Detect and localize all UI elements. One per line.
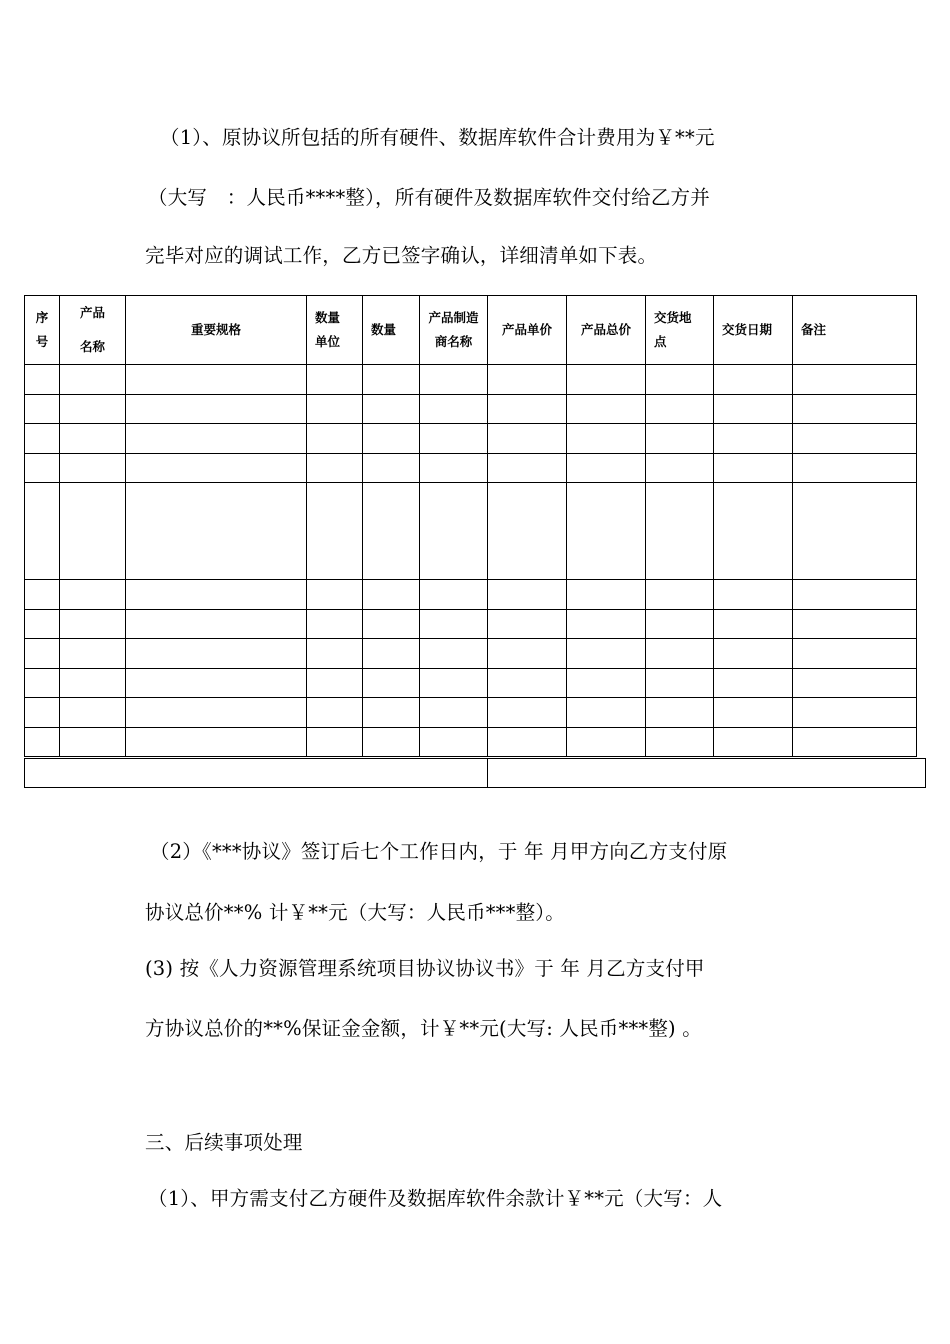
table-row [25,424,917,454]
header-main-spec: 重要规格 [126,296,307,365]
paragraph-1-line-3: 完毕对应的调试工作，乙方已签字确认，详细清单如下表。 [145,244,658,267]
product-list-table [24,295,917,757]
table-row [25,698,917,728]
header-manufacturer: 产品制造 商名称 [420,296,488,365]
section-3-line-1: （1）、甲方需支付乙方硬件及数据库软件余款计￥**元（大写：人 [148,1187,723,1210]
paragraph-2-line-2: 协议总价**% 计￥**元（大写：人民币***整）。 [145,901,565,924]
header-quantity: 数量 [363,296,420,365]
header-unit-price: 产品单价 [488,296,567,365]
table-row [25,609,917,639]
table-row [25,453,917,483]
header-quantity-unit: 数量 单位 [307,296,363,365]
paragraph-2-line-1: （2）《***协议》签订后七个工作日内，于 年 月甲方向乙方支付原 [150,840,728,863]
table-footer-cell-left [24,758,488,788]
section-3-title: 三、后续事项处理 [145,1131,303,1154]
table-row [25,483,917,580]
header-remarks: 备注 [793,296,917,365]
header-total-price: 产品总价 [567,296,646,365]
table-row [25,727,917,757]
paragraph-1-line-2: （大写 ：人民币****整），所有硬件及数据库软件交付给乙方并 [148,186,710,209]
header-delivery-place: 交货地 点 [646,296,714,365]
header-delivery-date: 交货日期 [714,296,793,365]
table-footer-row [24,758,926,787]
table-footer-cell-right [487,758,926,788]
paragraph-3-line-1: (3) 按《人力资源管理系统项目协议协议书》于 年 月乙方支付甲 [145,957,705,980]
header-index: 序 号 [25,296,60,365]
paragraph-1-line-1: （1）、原协议所包括的所有硬件、数据库软件合计费用为￥**元 [160,126,715,149]
paragraph-3-line-2: 方协议总价的**%保证金金额，计￥**元(大写: 人民币***整) 。 [145,1017,702,1040]
table-header-row [25,296,917,365]
table-row [25,365,917,395]
table-row [25,580,917,610]
table-row [25,394,917,424]
table-row [25,668,917,698]
table-row [25,639,917,669]
header-product-name: 产品 名称 [60,296,126,365]
